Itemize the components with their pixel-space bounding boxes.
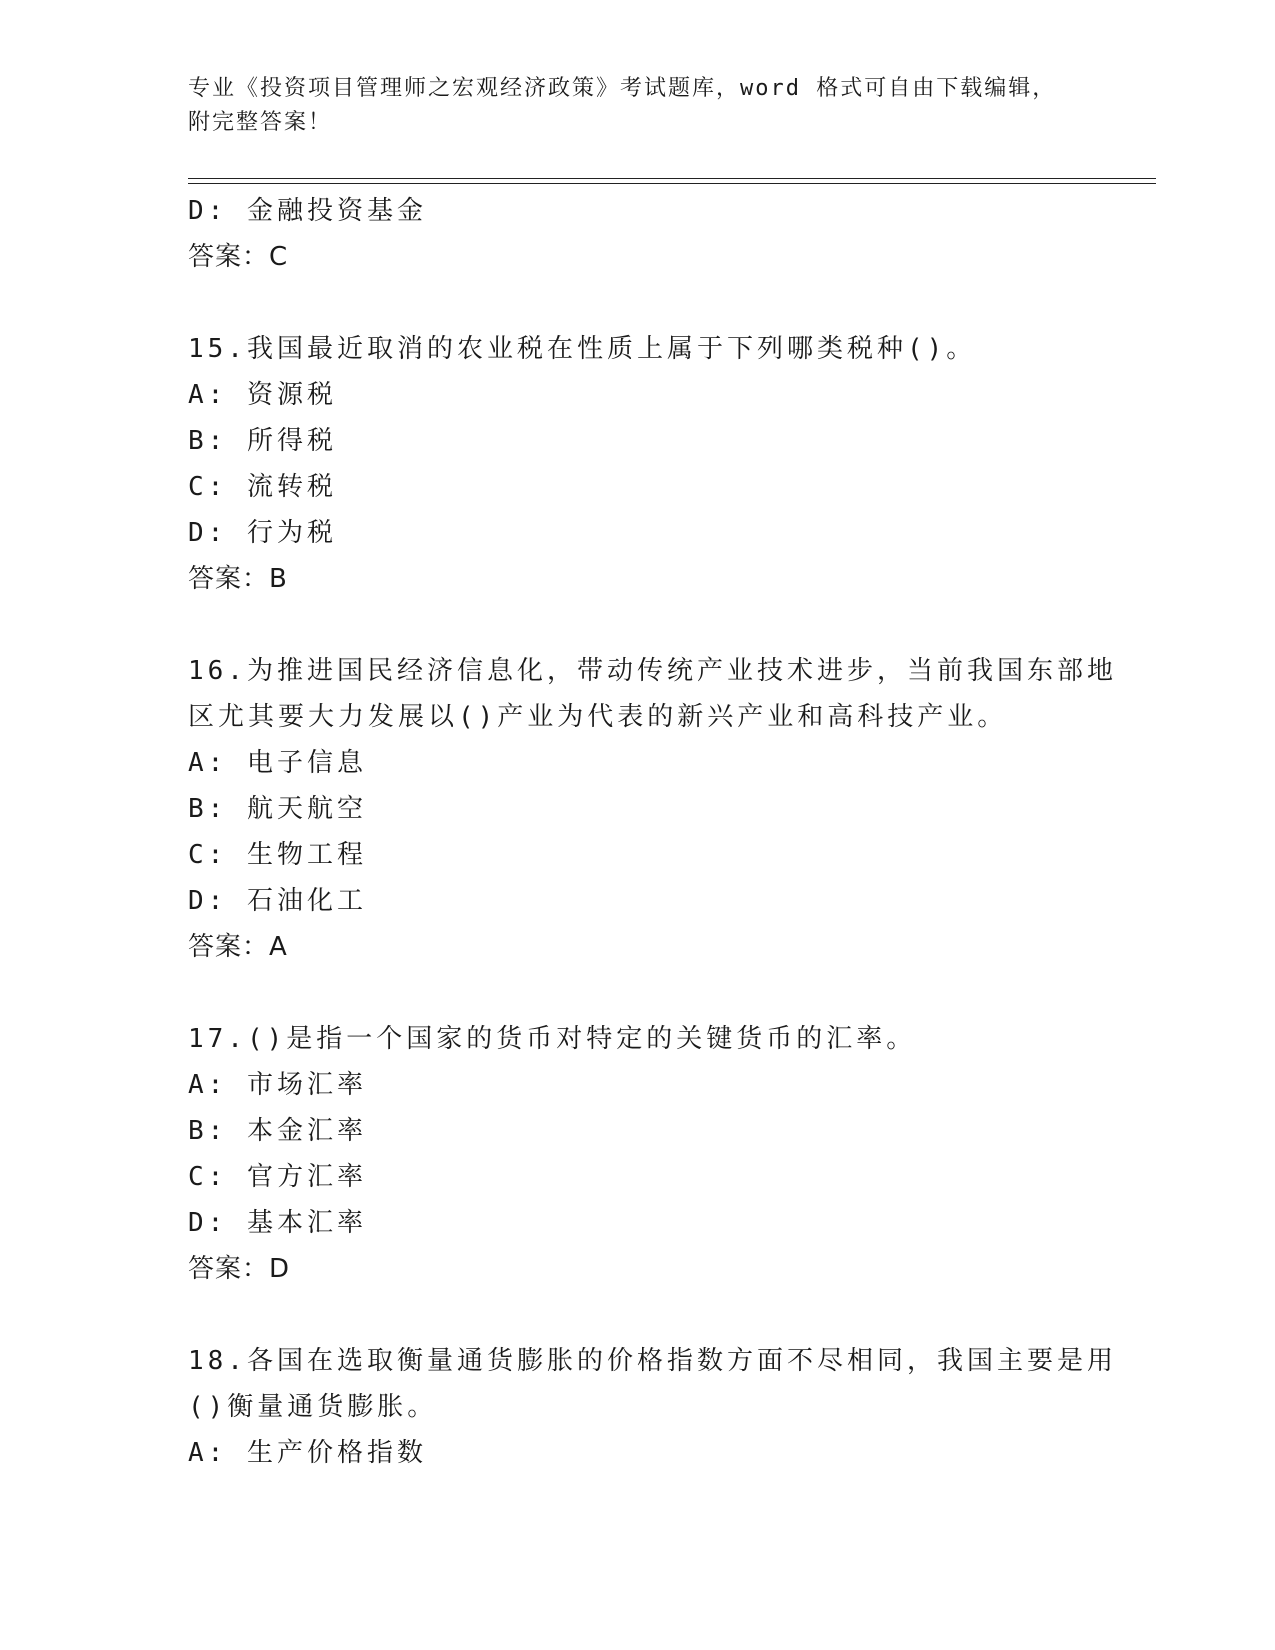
question-stem: 16.为推进国民经济信息化，带动传统产业技术进步，当前我国东部地 xyxy=(188,656,1117,686)
option-d: D: 石油化工 xyxy=(188,886,367,916)
answer-line: 答案：D xyxy=(188,1254,291,1284)
option-c: C: 官方汇率 xyxy=(188,1162,367,1192)
question-stem-continued: ()衡量通货膨胀。 xyxy=(188,1392,438,1422)
option-a: A: 生产价格指数 xyxy=(188,1438,427,1468)
question-stem: 18.各国在选取衡量通货膨胀的价格指数方面不尽相同，我国主要是用 xyxy=(188,1346,1117,1376)
header-line-1: 专业《投资项目管理师之宏观经济政策》考试题库，word 格式可自由下载编辑， xyxy=(188,76,1057,101)
spacer xyxy=(188,1292,1088,1338)
option-b: B: 所得税 xyxy=(188,426,337,456)
option-c: C: 生物工程 xyxy=(188,840,367,870)
header-line-2: 附完整答案！ xyxy=(188,110,333,135)
header-divider-bottom xyxy=(188,183,1156,184)
question-block xyxy=(188,1016,1088,1292)
answer-line: 答案：B xyxy=(188,564,288,594)
question-stem: 15.我国最近取消的农业税在性质上属于下列哪类税种()。 xyxy=(188,334,977,364)
question-content xyxy=(188,188,1117,1476)
spacer xyxy=(188,280,1088,326)
option-a: A: 电子信息 xyxy=(188,748,367,778)
document-header xyxy=(188,72,1088,140)
question-block xyxy=(188,1338,1117,1476)
option-d: D: 行为税 xyxy=(188,518,337,548)
option-c: C: 流转税 xyxy=(188,472,337,502)
option-d: D: 金融投资基金 xyxy=(188,196,427,226)
spacer xyxy=(188,970,1088,1016)
question-stem: 17.()是指一个国家的货币对特定的关键货币的汇率。 xyxy=(188,1024,917,1054)
option-a: A: 市场汇率 xyxy=(188,1070,367,1100)
option-d: D: 基本汇率 xyxy=(188,1208,367,1238)
option-a: A: 资源税 xyxy=(188,380,337,410)
spacer xyxy=(188,602,1088,648)
option-b: B: 航天航空 xyxy=(188,794,367,824)
answer-line: 答案：A xyxy=(188,932,288,962)
header-divider-top xyxy=(188,178,1156,179)
question-stem-continued: 区尤其要大力发展以()产业为代表的新兴产业和高科技产业。 xyxy=(188,702,1008,732)
option-b: B: 本金汇率 xyxy=(188,1116,367,1146)
answer-line: 答案：C xyxy=(188,242,289,272)
question-block xyxy=(188,648,1117,970)
question-block xyxy=(188,326,1088,602)
